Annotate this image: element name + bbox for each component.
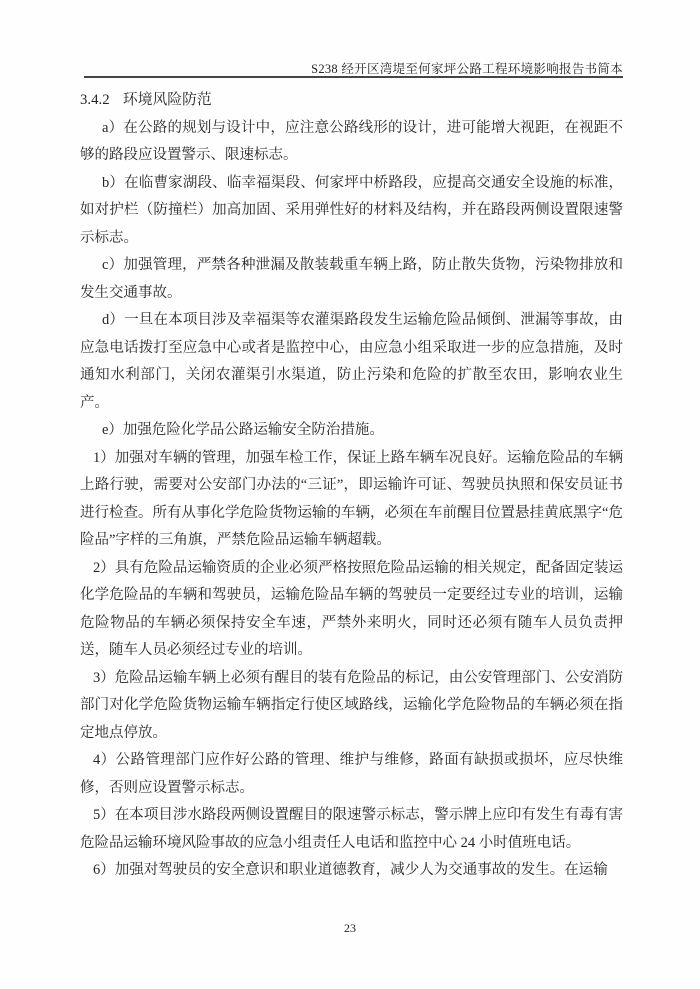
paragraph-b: b）在临曹家湖段、临幸福渠段、何家坪中桥路段，应提高交通安全设施的标准，如对护栏（防撞栏）加高加固、采用弹性好的材料及结构，并在路段两侧设置限速警示标志。: [80, 174, 623, 246]
section-title: 环境风险防范: [122, 92, 212, 108]
paragraph-2: 2）具有危险品运输资质的企业必须严格按照危险品运输的相关规定，配备固定装运化学危险品的车辆和驾驶员，运输危险品车辆的驾驶员一定要经过专业的培训，运输危险物品的车辆必须保持安全车速，严禁外来明火，同时还必须有随车人员负责押送，随车人员必须经过专业的培训。: [80, 559, 623, 658]
paragraph-4: 4）公路管理部门应作好公路的管理、维护与维修，路面有缺损或损坏，应尽快维修，否则应设置警示标志。: [80, 752, 623, 796]
paragraph-a: a）在公路的规划与设计中，应注意公路线形的设计，进可能增大视距，在视距不够的路段应设置警示、限速标志。: [80, 119, 623, 163]
paragraph-6: 6）加强对驾驶员的安全意识和职业道德教育，减少人为交通事故的发生。在运输: [93, 862, 608, 878]
running-header: S238 经开区湾堤至何家坪公路工程环境影响报告书简本: [311, 62, 623, 76]
paragraph-1: 1）加强对车辆的管理，加强车检工作，保证上路车辆车况良好。运输危险品的车辆上路行驶，需要对公安部门办法的“三证”，即运输许可证、驾驶员执照和保安员证书进行检查。所有从事化学危险货物运输的车辆，必须在车前醒目位置悬挂黄底黑字“危险品”字样的三角旗，严禁危险品运输车辆超载。: [80, 449, 623, 548]
document-body: [80, 87, 623, 885]
paragraph-c: c）加强管理，严禁各种泄漏及散装载重车辆上路，防止散失货物，污染物排放和发生交通事故。: [80, 257, 623, 301]
header-rule: [84, 76, 623, 78]
page-number: 23: [344, 921, 356, 935]
section-heading: [80, 87, 623, 115]
paragraph-3: 3）危险品运输车辆上必须有醒目的装有危险品的标记，由公安管理部门、公安消防部门对化学危险货物运输车辆指定行使区域路线，运输化学危险物品的车辆必须在指定地点停放。: [80, 669, 623, 741]
paragraph-e: e）加强危险化学品公路运输安全防治措施。: [102, 422, 384, 438]
paragraph-5: 5）在本项目涉水路段两侧设置醒目的限速警示标志，警示牌上应印有发生有毒有害危险品运输环境风险事故的应急小组责任人电话和监控中心 24 小时值班电话。: [80, 807, 623, 851]
section-number: 3.4.2: [80, 92, 110, 108]
paragraph-d: d）一旦在本项目涉及幸福渠等农灌渠路段发生运输危险品倾倒、泄漏等事故，由应急电话拨打至应急中心或者是监控中心，由应急小组采取进一步的应急措施，及时通知水利部门，关闭农灌渠引水渠道，防止污染和危险的扩散至农田，影响农业生产。: [80, 312, 623, 411]
